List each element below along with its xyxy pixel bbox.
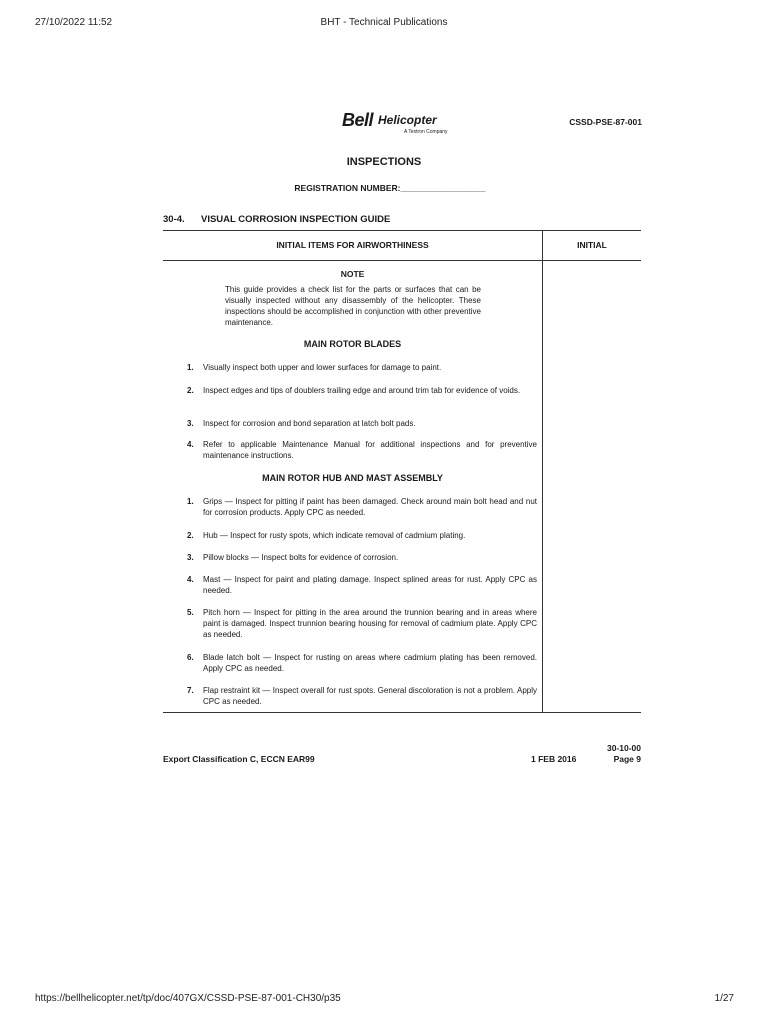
list-item	[187, 530, 537, 541]
list-item	[187, 362, 537, 373]
export-classification: Export Classification C, ECCN EAR99	[163, 754, 315, 764]
item-number: 5.	[187, 608, 194, 617]
subheading-main-rotor-blades: MAIN ROTOR BLADES	[303, 339, 402, 349]
item-number: 7.	[187, 686, 194, 695]
item-number: 1.	[187, 497, 194, 506]
item-text: Grips — Inspect for pitting if paint has been damaged. Check around main bolt head and nut for corrosion products. Apply CPC as needed.	[203, 497, 537, 517]
item-number: 6.	[187, 653, 194, 662]
registration-number-field: REGISTRATION NUMBER:__________________	[294, 183, 486, 193]
section-number: 30-4.	[163, 214, 185, 225]
item-text: Visually inspect both upper and lower surfaces for damage to paint.	[203, 363, 442, 372]
bell-helicopter-logo	[342, 110, 467, 138]
list-item	[187, 685, 537, 707]
print-timestamp: 27/10/2022 11:52	[35, 17, 113, 28]
revision-date: 1 FEB 2016	[531, 754, 577, 764]
print-page-title: BHT - Technical Publications	[320, 17, 448, 28]
list-item	[187, 418, 537, 429]
inspection-table	[163, 230, 641, 713]
header-divider	[163, 260, 641, 261]
column-divider	[542, 231, 543, 712]
item-text: Mast — Inspect for paint and plating damage. Inspect splined areas for rust. Apply CPC as needed.	[203, 575, 537, 595]
document-id: CSSD-PSE-87-001	[569, 117, 642, 127]
item-number: 2.	[187, 386, 194, 395]
section-heading	[163, 214, 390, 225]
section-title: VISUAL CORROSION INSPECTION GUIDE	[201, 214, 391, 225]
item-text: Blade latch bolt — Inspect for rusting on areas where cadmium plating has been removed. Apply CPC as needed.	[203, 653, 537, 673]
item-number: 4.	[187, 440, 194, 449]
note-title: NOTE	[340, 269, 365, 279]
item-text: Flap restraint kit — Inspect overall for rust spots. General discoloration is not a problem. Apply CPC as needed.	[203, 686, 537, 706]
page-code: 30-10-00	[606, 743, 641, 753]
item-number: 3.	[187, 419, 194, 428]
item-text: Inspect for corrosion and bond separation at latch bolt pads.	[203, 419, 416, 428]
list-item	[187, 574, 537, 596]
list-item	[187, 607, 537, 640]
logo-name: Helicopter	[378, 113, 437, 127]
column-header-items: INITIAL ITEMS FOR AIRWORTHINESS	[276, 240, 429, 250]
logo-brand: Bell	[342, 110, 374, 130]
page-number: Page 9	[613, 754, 641, 764]
list-item	[187, 385, 537, 396]
list-item	[187, 652, 537, 674]
item-number: 3.	[187, 553, 194, 562]
list-item	[187, 439, 537, 461]
item-text: Hub — Inspect for rusty spots, which indicate removal of cadmium plating.	[203, 531, 466, 540]
item-number: 1.	[187, 363, 194, 372]
note-body: This guide provides a check list for the parts or surfaces that can be visually inspected without any disassembly of the helicopter. These inspections should be accomplished in conjunction with other preventive maintenance.	[225, 285, 481, 327]
column-header-initial: INITIAL	[577, 240, 607, 250]
print-page-count: 1/27	[714, 993, 734, 1004]
item-number: 4.	[187, 575, 194, 584]
logo-subtitle: A Textron Company	[404, 129, 448, 135]
list-item	[187, 496, 537, 518]
item-text: Inspect edges and tips of doublers trailing edge and around trim tab for evidence of voids.	[203, 386, 521, 395]
item-number: 2.	[187, 531, 194, 540]
list-item	[187, 552, 537, 563]
item-text: Refer to applicable Maintenance Manual for additional inspections and for preventive maintenance instructions.	[203, 440, 537, 460]
page-title: INSPECTIONS	[346, 156, 422, 168]
item-text: Pitch horn — Inspect for pitting in the area around the trunnion bearing and in areas where paint is damaged. Inspect trunnion bearing housing for removal of cadmium plate. Apply CPC as needed.	[203, 608, 537, 639]
subheading-main-rotor-hub: MAIN ROTOR HUB AND MAST ASSEMBLY	[262, 473, 443, 483]
print-url: https://bellhelicopter.net/tp/doc/407GX/CSSD-PSE-87-001-CH30/p35	[35, 993, 341, 1004]
item-text: Pillow blocks — Inspect bolts for evidence of corrosion.	[203, 553, 399, 562]
